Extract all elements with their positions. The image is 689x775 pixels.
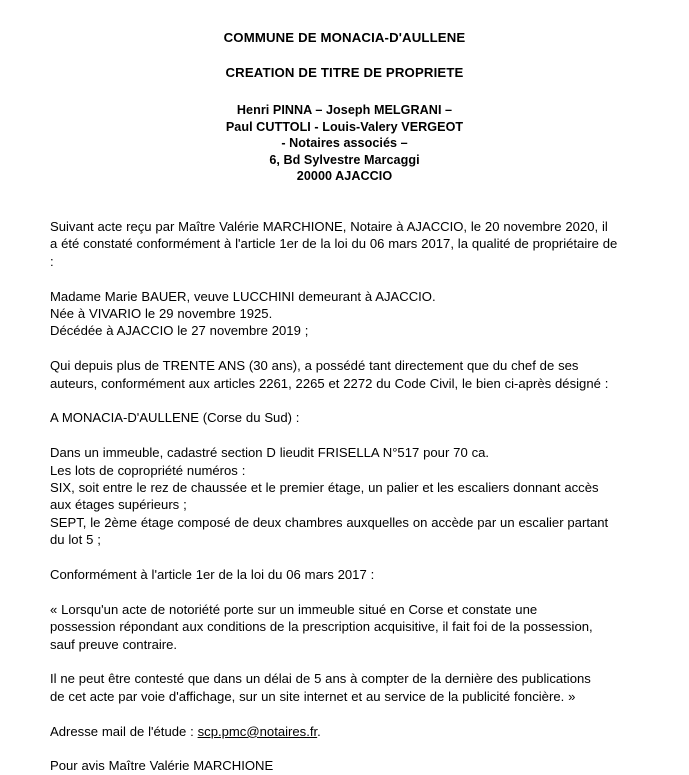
paragraph-intro-line-1: Suivant acte reçu par Maître Valérie MARCHIONE, Notaire à AJACCIO, le 20 novembre 2020, il <box>50 219 608 234</box>
paragraph-intro-line-2: a été constaté conformément à l'article 1er de la loi du 06 mars 2017, la qualité de propriétaire de <box>50 236 618 252</box>
notary-names-line-2: Paul CUTTOLI - Louis-Valery VERGEOT <box>225 119 464 134</box>
paragraph-intro-line-3: : <box>50 253 54 269</box>
paragraph-email <box>50 723 634 740</box>
paragraph-owner <box>50 288 634 340</box>
signature-line: Pour avis Maître Valérie MARCHIONE <box>50 758 274 774</box>
notary-city-address: 20000 AJACCIO <box>296 169 393 184</box>
paragraph-quote-second <box>50 670 634 705</box>
lot-sept-line-1: SEPT, le 2ème étage composé de deux chambres auxquelles on accède par un escalier partant <box>50 514 609 530</box>
quote-first-line-3: sauf preuve contraire. <box>50 636 178 652</box>
notary-association-label: - Notaires associés – <box>281 136 408 151</box>
notary-firm-block <box>0 102 689 185</box>
paragraph-possession-line-2: auteurs, conformément aux articles 2261, 2265 et 2272 du Code Civil, le bien ci-après désigné : <box>50 375 609 391</box>
document-header <box>0 0 689 185</box>
lot-sept-line-2: du lot 5 ; <box>50 532 101 548</box>
owner-birth-line: Née à VIVARIO le 29 novembre 1925. <box>50 306 273 322</box>
cadastre-line: Dans un immeuble, cadastré section D lieudit FRISELLA N°517 pour 70 ca. <box>50 445 490 461</box>
law-reference-line: Conformément à l'article 1er de la loi du 06 mars 2017 : <box>50 567 375 583</box>
email-trailing-punctuation: . <box>317 723 321 739</box>
quote-first-line-2: possession répondant aux conditions de la prescription acquisitive, il fait foi de la possession, <box>50 619 593 635</box>
document-subtitle: CREATION DE TITRE DE PROPRIETE <box>225 64 464 80</box>
paragraph-quote-first <box>50 601 634 653</box>
paragraph-property-description <box>50 444 634 548</box>
paragraph-possession-line-1: Qui depuis plus de TRENTE ANS (30 ans), a possédé tant directement que du chef de ses <box>50 358 579 374</box>
paragraph-signature <box>50 757 634 774</box>
notary-street-address: 6, Bd Sylvestre Marcaggi <box>269 152 420 167</box>
page-title: COMMUNE DE MONACIA-D'AULLENE <box>223 30 466 45</box>
property-location-line: A MONACIA-D'AULLENE (Corse du Sud) : <box>50 410 300 426</box>
lot-six-line-2: aux étages supérieurs ; <box>50 497 187 513</box>
header-body-spacer <box>0 185 689 218</box>
owner-identity-line: Madame Marie BAUER, veuve LUCCHINI demeurant à AJACCIO. <box>50 288 436 304</box>
quote-first-line-1: « Lorsqu'un acte de notoriété porte sur un immeuble situé en Corse et constate une <box>50 601 538 617</box>
lots-heading-line: Les lots de copropriété numéros : <box>50 462 246 478</box>
email-label: Adresse mail de l'étude : <box>50 723 198 739</box>
email-link[interactable]: scp.pmc@notaires.fr <box>197 723 318 739</box>
notary-names-line-1: Henri PINNA – Joseph MELGRANI – <box>236 103 453 118</box>
paragraph-law-reference <box>50 566 634 583</box>
document-body <box>0 218 634 775</box>
paragraph-possession <box>50 357 634 392</box>
owner-death-line: Décédée à AJACCIO le 27 novembre 2019 ; <box>50 323 309 339</box>
lot-six-line-1: SIX, soit entre le rez de chaussée et le premier étage, un palier et les escaliers donnant accès <box>50 480 599 496</box>
quote-second-line-1: Il ne peut être contesté que dans un délai de 5 ans à compter de la dernière des publications <box>50 671 591 687</box>
paragraph-location <box>50 409 634 426</box>
quote-second-line-2: de cet acte par voie d'affichage, sur un site internet et au service de la publicité foncière. » <box>50 688 576 704</box>
paragraph-intro <box>50 218 634 270</box>
